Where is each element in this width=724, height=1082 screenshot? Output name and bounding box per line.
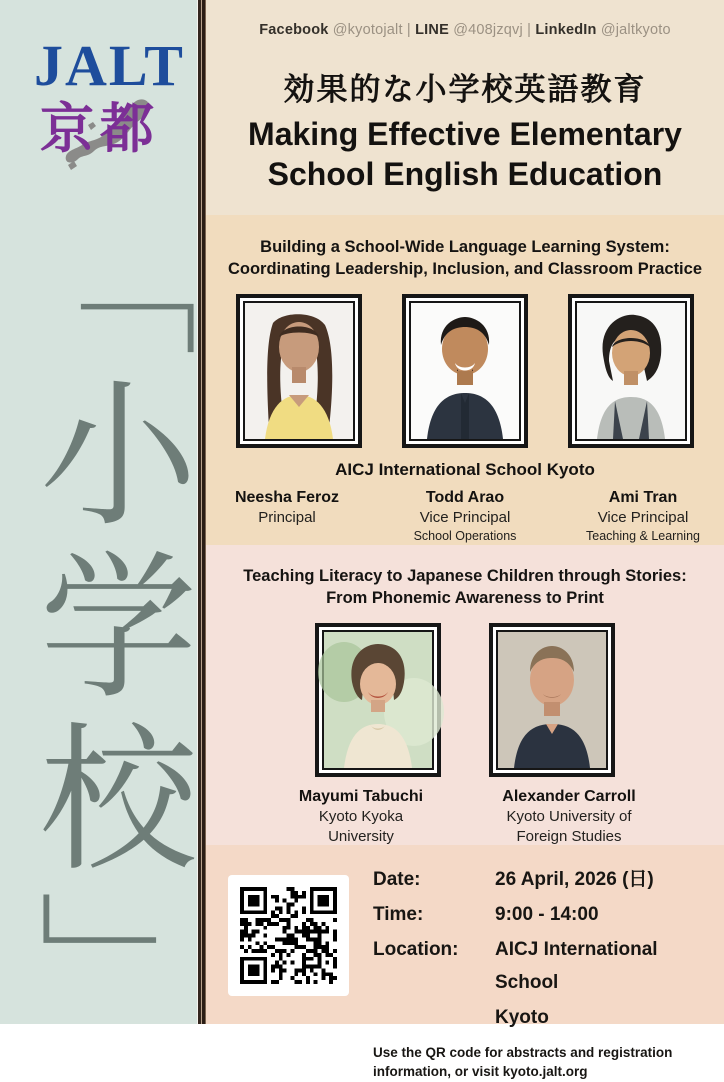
speaker-alexander-carroll: [478, 787, 660, 847]
jalt-kyoto-logo: [0, 0, 197, 169]
location-value-line2: Kyoto: [495, 1007, 549, 1029]
date-label: Date:: [373, 869, 421, 890]
facebook-handle[interactable]: @kyotojalt: [332, 22, 403, 38]
speaker-name: Alexander Carroll: [502, 787, 636, 805]
session-1-organization: AICJ International School Kyoto: [335, 459, 595, 479]
session-2-title: [206, 565, 724, 610]
location-value-line1: AICJ International School: [495, 938, 658, 994]
session-1: [206, 215, 724, 545]
speaker-affiliation-line2: University: [328, 827, 394, 845]
session-2: [206, 545, 724, 845]
header: [206, 0, 724, 215]
kyoto-logo-text: 京都: [40, 95, 160, 160]
line-label: LINE: [415, 22, 449, 38]
session-1-title-line2: Coordinating Leadership, Inclusion, and Classroom Practice: [227, 260, 702, 279]
separator: |: [527, 22, 532, 38]
event-title-english: [206, 115, 724, 194]
speaker-affiliation-line1: Kyoto Kyoka: [318, 808, 404, 826]
vertical-kanji-watermark: 「小学校」: [13, 200, 197, 1060]
speaker-role: Principal: [258, 509, 316, 527]
session-2-title-line2: From Phonemic Awareness to Print: [326, 589, 604, 608]
event-details: [206, 845, 724, 1079]
linkedin-label: LinkedIn: [535, 22, 597, 38]
date-value: 26 April, 2026 (日): [495, 869, 654, 890]
headshot-mayumi-tabuchi: [315, 623, 441, 777]
event-title-japanese: 効果的な小学校英語教育: [283, 72, 647, 108]
speaker-subrole: School Operations: [413, 528, 517, 543]
jalt-logo-text: JALT: [34, 33, 185, 98]
speaker-name: Todd Arao: [425, 488, 505, 506]
event-title-english-line1: Making Effective Elementary: [248, 116, 682, 152]
session-1-title: [206, 236, 724, 281]
headshot-todd-arao: [402, 294, 528, 448]
session-1-title-line1: Building a School-Wide Language Learning System:: [260, 238, 670, 256]
event-title-english-line2: School English Education: [267, 155, 663, 192]
headshot-ami-tran: [568, 294, 694, 448]
speaker-mayumi-tabuchi: [270, 787, 452, 847]
sidebar: [0, 0, 197, 1060]
headshot-neesha-feroz: [236, 294, 362, 448]
speaker-subrole: Teaching & Learning: [586, 528, 700, 543]
speaker-name: Neesha Feroz: [234, 488, 340, 506]
qr-instructions: [373, 1044, 724, 1082]
linkedin-handle[interactable]: @jaltkyoto: [600, 22, 671, 38]
separator: |: [406, 22, 411, 38]
line-handle[interactable]: @408jzqvj: [453, 22, 523, 38]
location-label: Location:: [373, 938, 459, 960]
speaker-name: Mayumi Tabuchi: [298, 787, 424, 805]
qr-instructions-line1: Use the QR code for abstracts and registration: [373, 1045, 673, 1061]
vertical-divider: [197, 0, 206, 1024]
speaker-affiliation-line1: Kyoto University of: [506, 808, 632, 826]
speaker-role: Vice Principal: [597, 509, 689, 527]
time-value: 9:00 - 14:00: [495, 903, 599, 925]
speaker-name: Ami Tran: [608, 488, 678, 506]
speaker-todd-arao: [384, 488, 546, 545]
speaker-affiliation-line2: Foreign Studies: [516, 827, 622, 845]
facebook-label: Facebook: [259, 22, 329, 38]
qr-code[interactable]: [228, 875, 349, 996]
speaker-ami-tran: [562, 488, 724, 545]
social-bar: [206, 22, 724, 38]
speaker-neesha-feroz: [206, 488, 368, 545]
headshot-alexander-carroll: [489, 623, 615, 777]
session-2-title-line1: Teaching Literacy to Japanese Children through Stories:: [243, 567, 687, 585]
speaker-role: Vice Principal: [419, 509, 511, 527]
qr-instructions-line2: information, or visit kyoto.jalt.org: [373, 1063, 588, 1079]
time-label: Time:: [373, 903, 424, 925]
